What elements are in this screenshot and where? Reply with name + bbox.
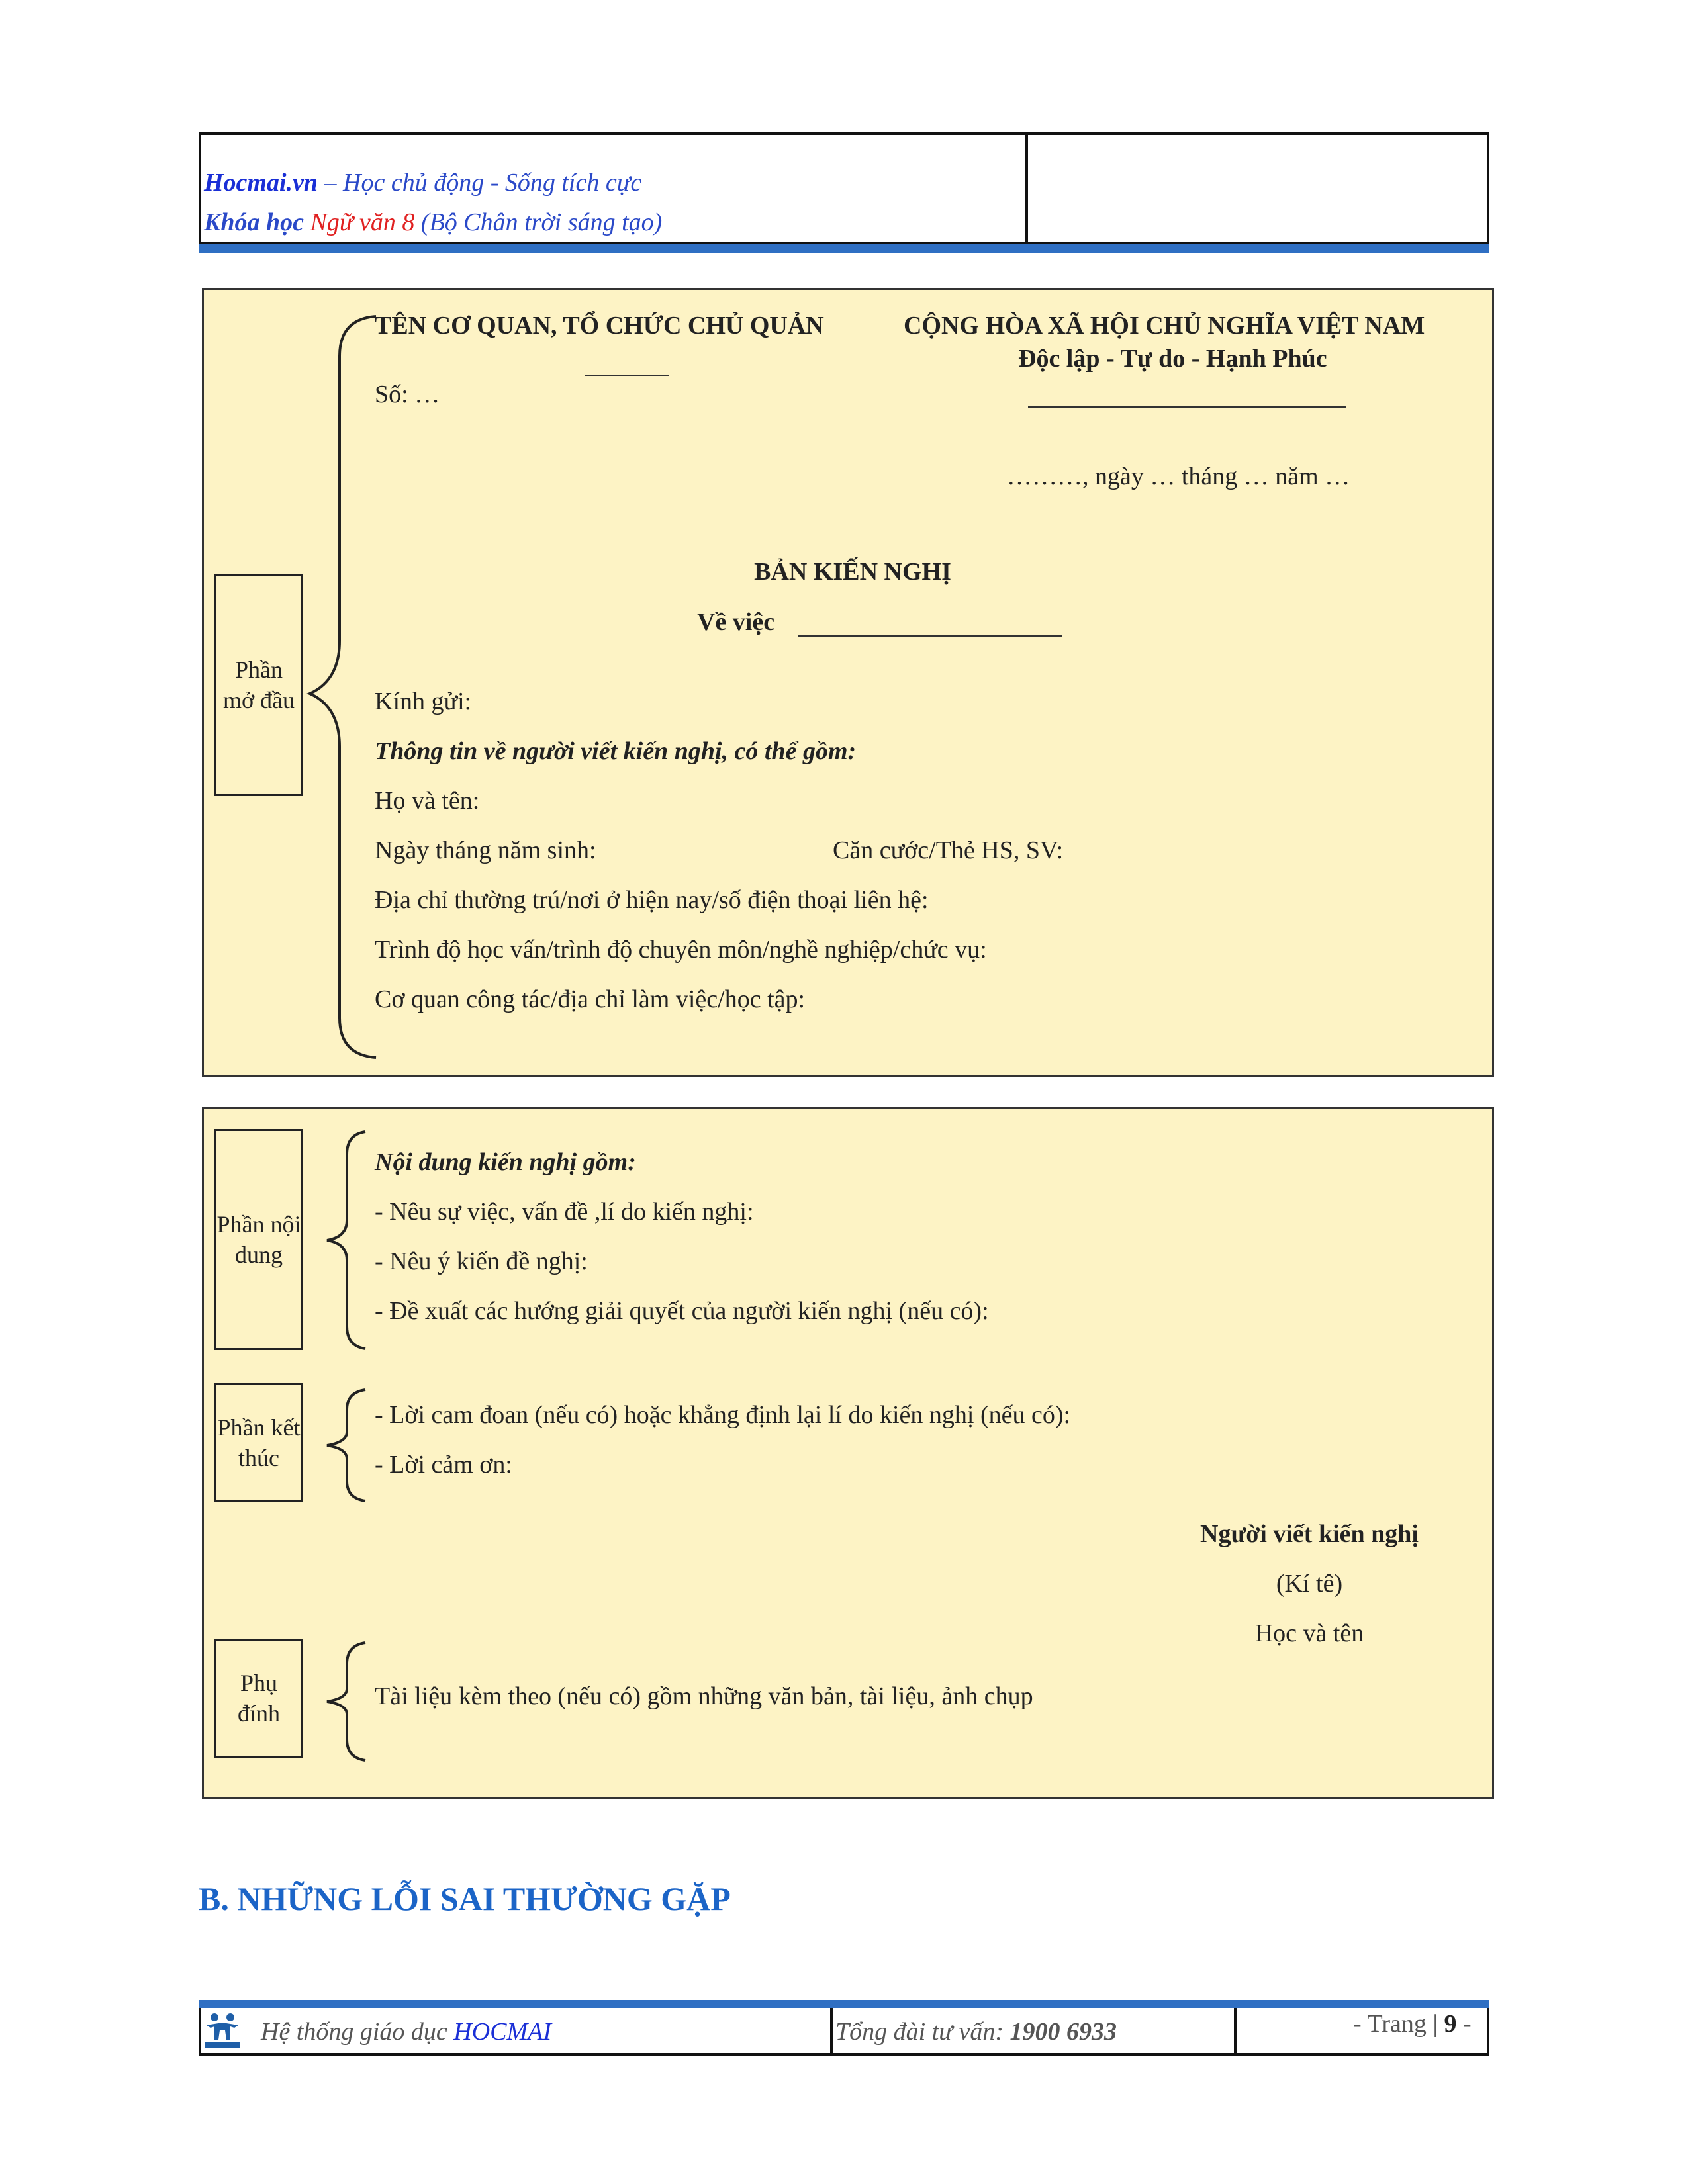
footer-hotline: Tổng đài tư vấn: 1900 6933	[835, 2018, 1117, 2046]
header-rule	[199, 244, 1489, 253]
content-brace	[320, 1128, 373, 1353]
section-label-ending: Phần kết thúc	[214, 1383, 303, 1502]
course-edition: (Bộ Chân trời sáng tạo)	[414, 208, 663, 236]
hotline-number: 1900 6933	[1009, 2018, 1117, 2046]
template-panel-body	[202, 1107, 1494, 1799]
org-underline	[585, 375, 669, 376]
field-name: Họ và tên:	[375, 787, 480, 815]
ending-item: - Lời cam đoan (nếu có) hoặc khẳng định lại lí do kiến nghị (nếu có):	[375, 1401, 1071, 1429]
recipient-label: Kính gửi:	[375, 688, 472, 715]
slogan: – Học chủ động - Sống tích cực	[318, 169, 642, 197]
hocmai-logo-icon	[204, 2011, 241, 2050]
footer-divider	[1234, 2008, 1237, 2053]
course-label: Khóa học	[204, 208, 310, 236]
org-name: TÊN CƠ QUAN, TỔ CHỨC CHỦ QUẢN	[375, 312, 824, 340]
ending-item: - Lời cảm ơn:	[375, 1451, 512, 1479]
content-item: - Nêu sự việc, vấn đề ,lí do kiến nghị:	[375, 1198, 754, 1226]
document-title: BẢN KIẾN NGHỊ	[754, 558, 951, 586]
footer-rule	[199, 2000, 1489, 2008]
signature-sign: (Kí tê)	[1276, 1570, 1343, 1598]
date-line: ………, ngày … tháng … năm …	[1007, 463, 1350, 490]
footer-divider	[830, 2008, 833, 2053]
appendix-text: Tài liệu kèm theo (nếu có) gồm những văn bản, tài liệu, ảnh chụp	[375, 1682, 1033, 1710]
section-heading: B. NHỮNG LỖI SAI THƯỜNG GẶP	[199, 1880, 731, 1917]
signature-name: Học và tên	[1254, 1619, 1364, 1647]
brand-name: Hocmai.vn	[204, 169, 318, 197]
header-course-line	[204, 208, 662, 237]
section-label-appendix: Phụ đính	[214, 1639, 303, 1758]
footer-system-brand: HOCMAI	[453, 2018, 552, 2046]
motto-underline	[1028, 406, 1346, 408]
course-subject: Ngữ văn 8	[310, 208, 415, 236]
subject-blank	[798, 635, 1062, 637]
footer-system: Hệ thống giáo dục HOCMAI	[261, 2018, 552, 2046]
section-label-opening: Phần mở đầu	[214, 574, 303, 796]
signature-role: Người viết kiến nghị	[1200, 1520, 1419, 1548]
header-divider	[1025, 135, 1028, 242]
field-address: Địa chỉ thường trú/nơi ở hiện nay/số điện thoại liên hệ:	[375, 886, 929, 914]
ending-brace	[320, 1386, 373, 1505]
page-number: 9	[1444, 2010, 1457, 2038]
field-education: Trình độ học vấn/trình độ chuyên môn/nghề nghiệp/chức vụ:	[375, 936, 987, 964]
nation-name: CỘNG HÒA XÃ HỘI CHỦ NGHĨA VIỆT NAM	[904, 312, 1425, 340]
subject-label: Về việc	[697, 608, 775, 636]
field-dob: Ngày tháng năm sinh:	[375, 837, 596, 864]
opening-brace	[303, 310, 383, 1064]
field-workplace: Cơ quan công tác/địa chỉ làm việc/học tập:	[375, 985, 806, 1013]
info-heading: Thông tin về người viết kiến nghị, có thể gồm:	[375, 737, 857, 765]
document-number: Số: …	[375, 381, 440, 408]
page-header	[199, 132, 1489, 245]
page-number-label: - Trang | 9 -	[1353, 2010, 1472, 2038]
header-brand-line	[204, 168, 641, 197]
content-item: - Nêu ý kiến đề nghị:	[375, 1248, 588, 1275]
content-item: - Đề xuất các hướng giải quyết của người kiến nghị (nếu có):	[375, 1297, 989, 1325]
appendix-brace	[320, 1639, 373, 1764]
page-footer	[199, 2008, 1489, 2056]
motto: Độc lập - Tự do - Hạnh Phúc	[1018, 345, 1327, 373]
section-label-content: Phần nội dung	[214, 1129, 303, 1350]
content-heading: Nội dung kiến nghị gồm:	[375, 1148, 636, 1176]
field-id-card: Căn cước/Thẻ HS, SV:	[833, 837, 1064, 864]
template-panel-opening	[202, 288, 1494, 1077]
